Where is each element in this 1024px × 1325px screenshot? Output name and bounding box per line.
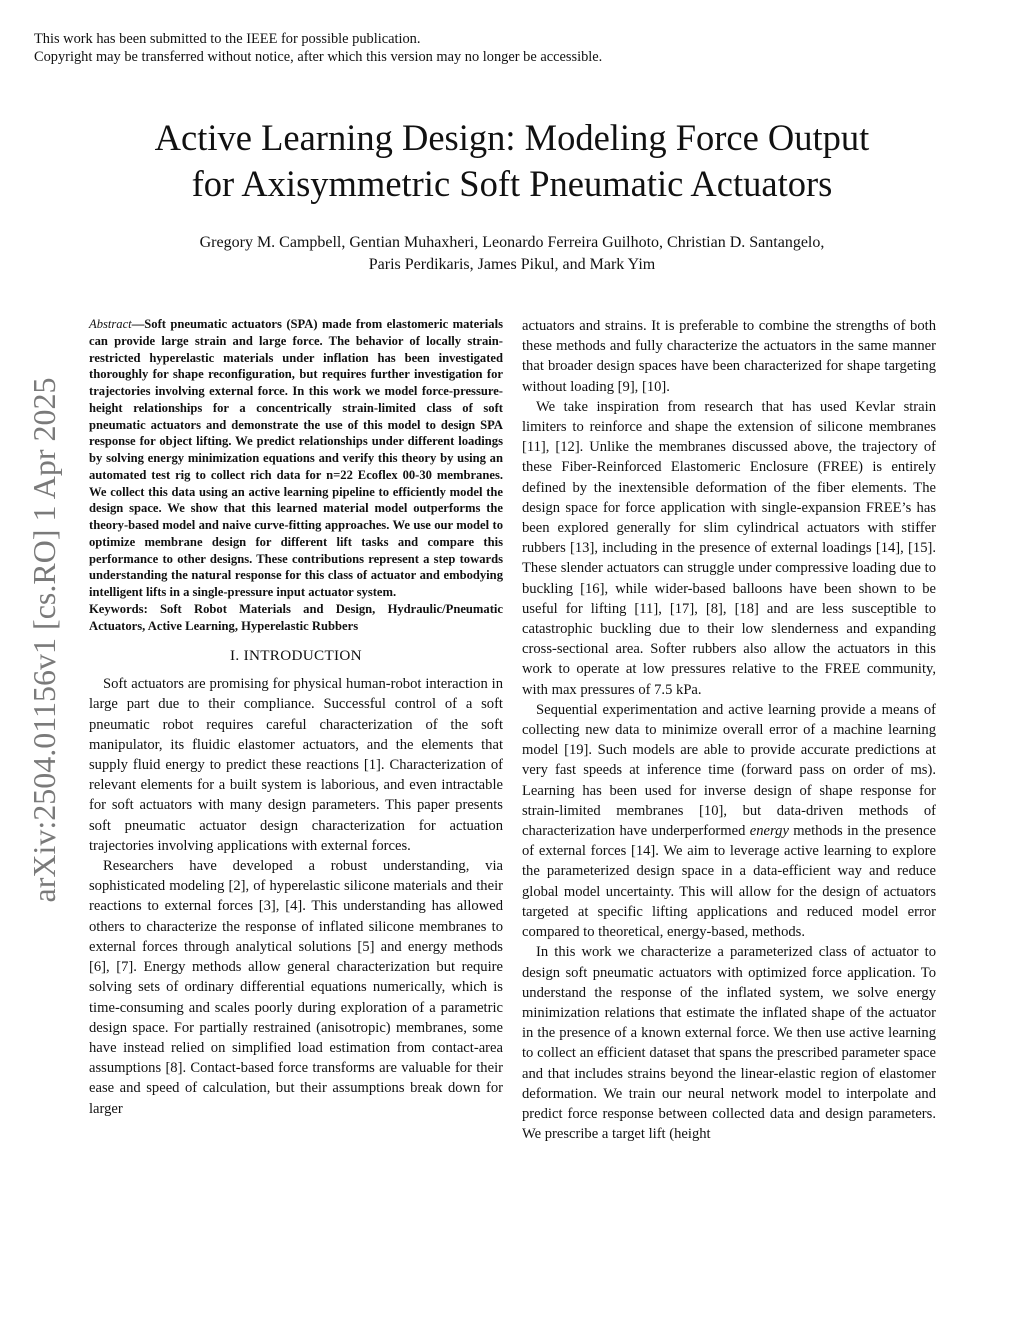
title-line-1: Active Learning Design: Modeling Force Output xyxy=(154,117,870,158)
keywords-text: Soft Robot Materials and Design, Hydraulic/Pneumatic Actuators, Active Learning, Hyperelastic Rubbers xyxy=(89,601,504,633)
intro-paragraph-5: In this work we characterize a parameterized class of actuator to design soft pneumatic actuators with optimized force application. To understand the response of the inflated system, we solve energy minimization relations that estimate the inflated shape of the actuator in the presence of a known external force. We then use active learning to collect an efficient dataset that spans the prescribed parameter space and that includes strains beyond the linear-elastic region of elastomer deformation. We train our neural network model to interpolate and predict force response between collected data and design parameters. We prescribe a target lift (height xyxy=(522,944,936,1143)
title-line-2: for Axisymmetric Soft Pneumatic Actuators xyxy=(191,163,833,204)
notice-line-2: Copyright may be transferred without notice, after which this version may no longer be accessible. xyxy=(34,49,603,65)
right-column xyxy=(522,316,936,1144)
author-list xyxy=(60,232,964,276)
intro-paragraph-3: We take inspiration from research that has used Kevlar strain limiters to reinforce and shape the extension of silicone membranes [11], [12]. Unlike the membranes discussed above, the trajectory of these Fiber-Reinforced Elastomeric Enclosure (FREE) is entirely defined by the inextensible deformation of the fiber elements. The design space for force application with single-expansion FREE’s has been explored generally for slim cylindrical actuators with stiffer rubbers [13], including in the presence of external loadings [14], [15]. These slender actuators can struggle under compressive loading due to buckling [16], while wider-based balloons have been shown to be useful for lifting [11], [17], [8], [18] and are less susceptible to catastrophic buckling due to their low slenderness and expanding cross-sectional area. Softer rubbers also allow the actuators in this work to operate at low pressures relative to the FREE community, with max pressures of 7.5 kPa. xyxy=(522,398,936,698)
left-column xyxy=(89,316,503,1119)
submission-notice xyxy=(34,30,602,66)
abstract xyxy=(89,316,503,601)
authors-line-1: Gregory M. Campbell, Gentian Muhaxheri, Leonardo Ferreira Guilhoto, Christian D. Santangelo, xyxy=(199,234,825,251)
emphasis-energy: energy xyxy=(749,823,789,840)
abstract-text: Soft pneumatic actuators (SPA) made from elastomeric materials can provide large strain and large force. The behavior of locally strain-restricted hyperelastic materials under inflation has been investigated thoroughly for shape reconfiguration, but requires further investigation for trajectories involving external force. In this work we model force-pressure-height relationships for a concentrically strain-limited class of soft pneumatic actuators and demonstrate the use of this model to design SPA response for object lifting. We predict relationships under different loadings by solving energy minimization equations and verify this theory by using an automated test rig to collect rich data for n=22 Ecoflex 00-30 membranes. We collect this data using an active learning pipeline to efficiently model the design space. We show that this learned material model outperforms the theory-based model and naive curve-fitting approaches. We use our model to optimize membrane design for different lift tasks and compare this performance to other designs. These contributions represent a step towards understanding the natural response for this class of actuator and embodying intelligent lifts in a single-pressure input actuator system. xyxy=(89,317,503,599)
intro-paragraph-4 xyxy=(522,700,936,942)
keywords-label: Keywords: xyxy=(89,601,148,616)
abstract-dash: — xyxy=(131,317,145,331)
intro-paragraph-2: Researchers have developed a robust understanding, via sophisticated modeling [2], of hyperelastic silicone materials and their reactions to external forces [3], [4]. This understanding has allowed others to characterize the response of inflated silicone membranes to external forces through analytical solutions [5] and energy methods [6], [7]. Energy methods allow general characterization but require solving sets of ordinary differential equations numerically, which is time-consuming and scales poorly during exploration of a parametric design space. For partially restrained (anisotropic) membranes, some have instead relied on simplified load estimation from contact-area assumptions [8]. Contact-based force transforms are valuable for their ease and speed of calculation, but their assumptions break down for larger xyxy=(89,858,503,1117)
intro-paragraph-1: Soft actuators are promising for physical human-robot interaction in large part due to their compliance. Successful control of a soft pneumatic robot requires careful characterization of the soft manipulator, its fluidic elastomer actuators, and the elements that supply fluid energy to predict these reactions [1]. Characterization of relevant elements for a built system is laborious, and even intractable for soft actuators with many design parameters. This paper presents soft pneumatic actuator design characterization for actuation trajectories involving applications with external forces. xyxy=(89,676,503,854)
keywords xyxy=(89,601,503,635)
authors-line-2: Paris Perdikaris, James Pikul, and Mark Yim xyxy=(368,256,656,273)
section-heading-introduction: I. INTRODUCTION xyxy=(230,647,362,665)
arxiv-identifier: arXiv:2504.01156v1 [cs.RO] 1 Apr 2025 xyxy=(26,377,62,903)
paper-title xyxy=(60,115,964,207)
intro-paragraph-4-part-a: Sequential experimentation and active learning provide a means of collecting new data to minimize overall error of a machine learning model [19]. Such models are able to provide accurate predictions at very fast speeds at inference time (forward pass on order of ms). Learning has been used for inverse design of shape response for strain-limited membranes [10], but data-driven methods of characterization have underperformed xyxy=(522,701,936,840)
abstract-label: Abstract xyxy=(89,317,132,331)
notice-line-1: This work has been submitted to the IEEE for possible publication. xyxy=(34,31,421,47)
intro-paragraph-2-continued: actuators and strains. It is preferable to combine the strengths of both these methods and fully characterize the actuators in the same manner that broader design spaces have been characterized for shape targeting without loading [9], [10]. xyxy=(522,318,936,395)
intro-paragraph-4-part-b: methods in the presence of external forces [14]. We aim to leverage active learning to explore the parameterized design space in a data-efficient way and reduce global model uncertainty. This will allow for the design of actuators targeted at specific lifting applications and reduced model error compared to theoretical, energy-based, methods. xyxy=(522,823,936,941)
